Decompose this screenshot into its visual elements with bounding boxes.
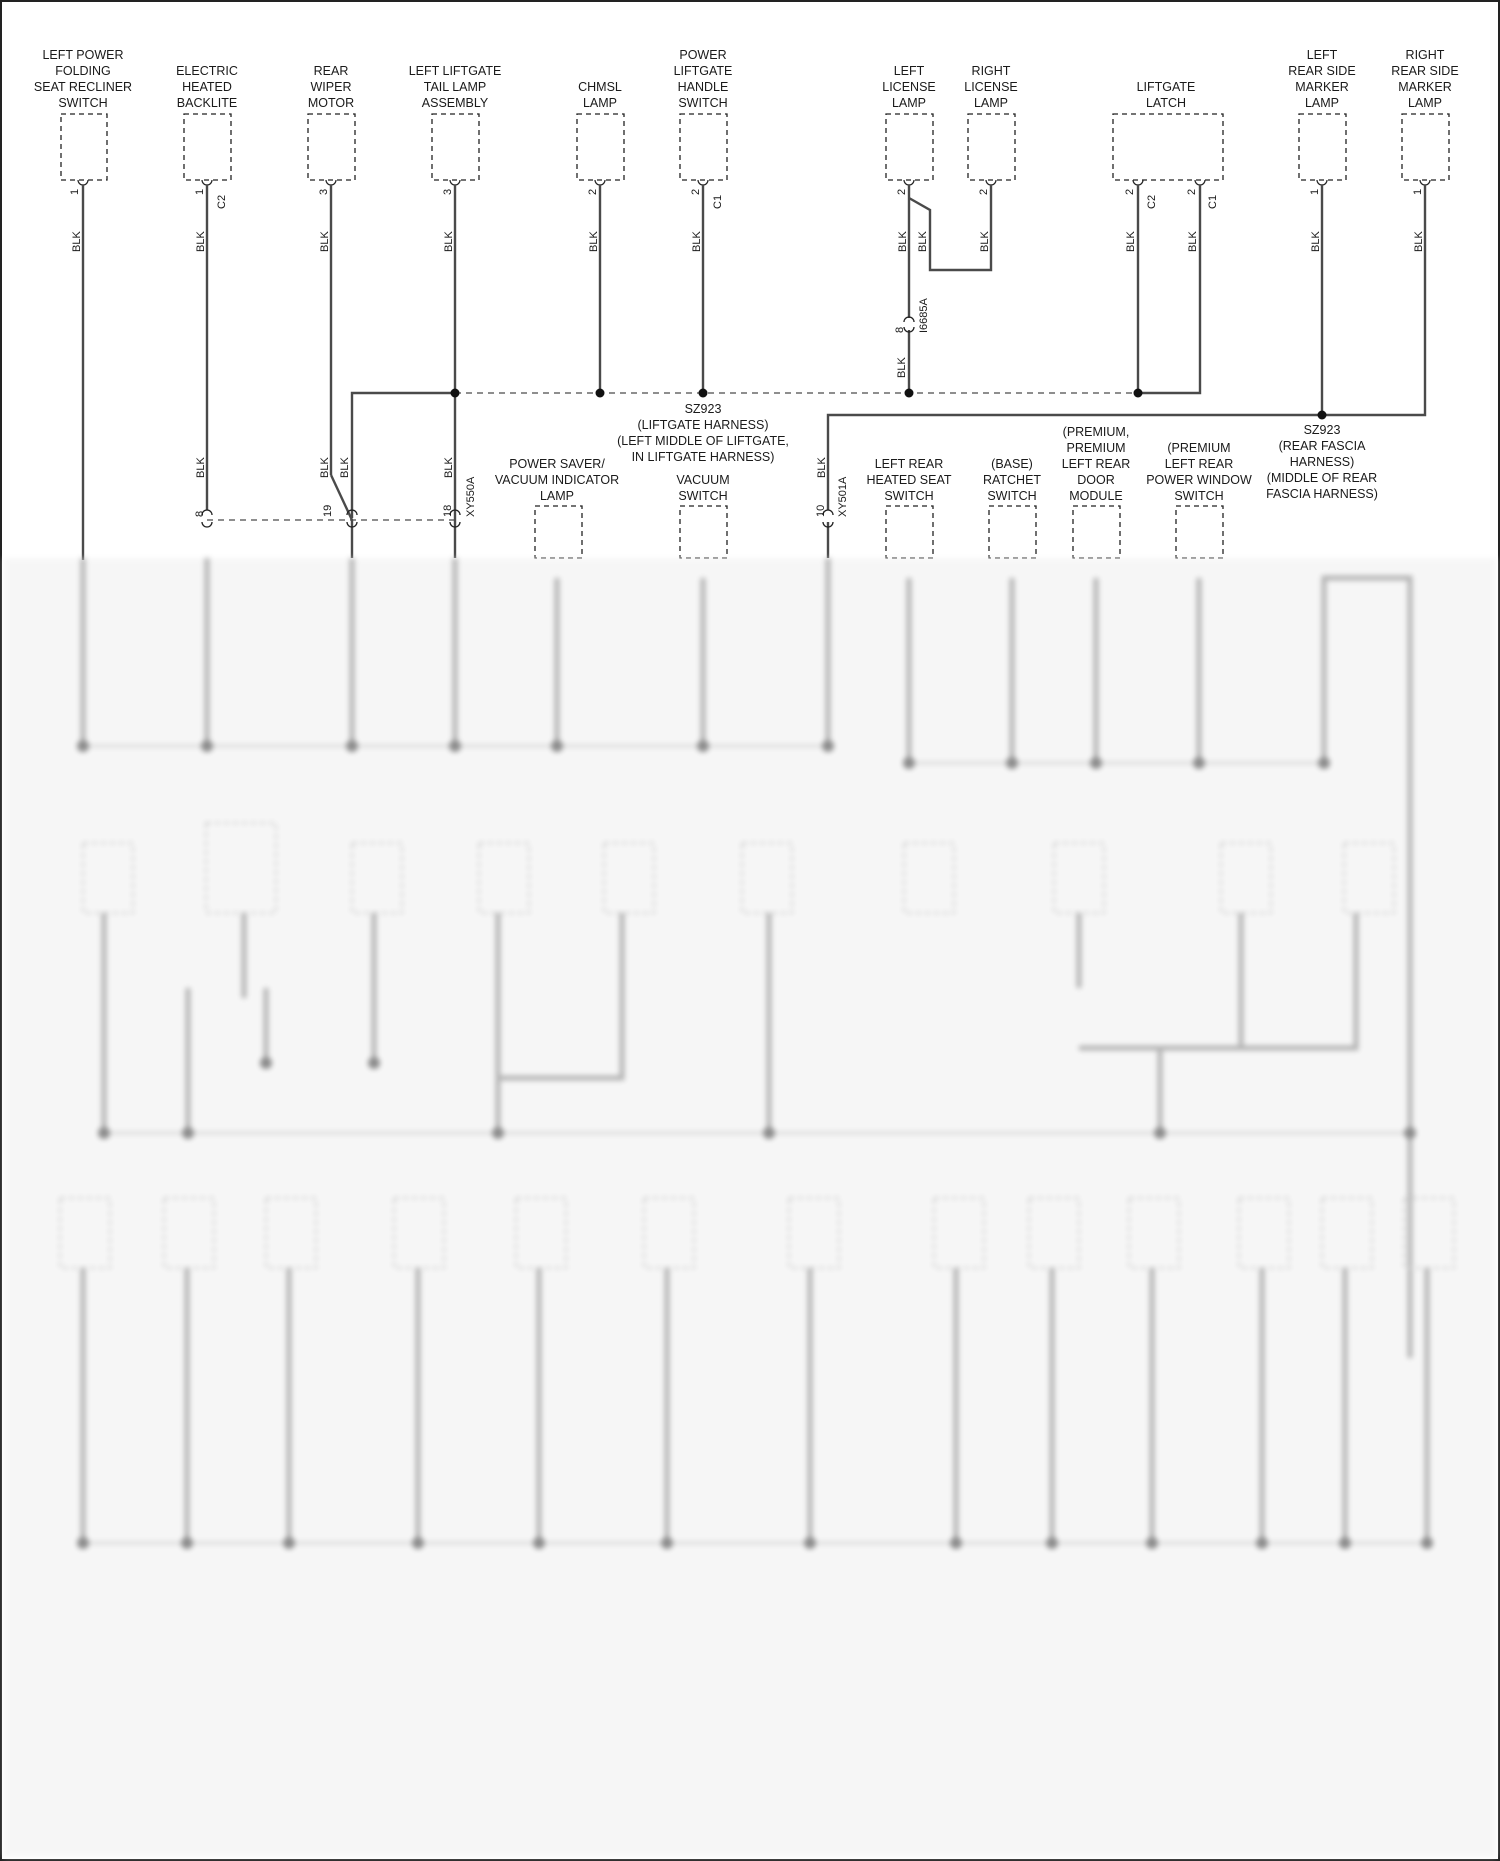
inline-connector-xy501a (815, 457, 849, 527)
component-label: LEFT POWER FOLDING SEAT RECLINER SWITCH (33, 48, 133, 110)
component-box (1113, 114, 1223, 180)
wire-color-label: BLK (319, 231, 331, 252)
svg-text:(BASE)RATCHETSWITCH: (BASE) RATCHET SWITCH (982, 457, 1042, 503)
pin-number: 2 (978, 188, 990, 195)
pin-number: 3 (318, 188, 330, 195)
wire-color-label: BLK (443, 231, 455, 252)
connector-id: C1 (1207, 194, 1219, 209)
inline-connector-i6685a (894, 297, 930, 378)
wire-color-label: BLK (1125, 231, 1137, 252)
pin-number: 1 (69, 188, 81, 195)
svg-text:POWER SAVER/VACUUM INDICATORLA: POWER SAVER/ VACUUM INDICATOR LAMP (494, 457, 620, 503)
component-box (968, 114, 1015, 180)
component-liftgate-latch (1113, 80, 1223, 252)
component-box (535, 506, 582, 558)
svg-text:BLK: BLK (339, 457, 351, 478)
component-box (1299, 114, 1346, 180)
svg-text:BLK: BLK (816, 457, 828, 478)
pin-number: 1 (194, 188, 206, 195)
svg-text:10: 10 (815, 504, 827, 517)
component-box (1073, 506, 1120, 558)
wire-color-label: BLK (1413, 231, 1425, 252)
svg-text:LEFT REARHEATED SEATSWITCH: LEFT REAR HEATED SEAT SWITCH (866, 457, 952, 503)
blurred-band-1 (77, 558, 1410, 1358)
svg-text:VACUUMSWITCH: VACUUM SWITCH (676, 473, 730, 503)
component-label: CHMSL LAMP (578, 80, 622, 110)
svg-text:BLK: BLK (443, 457, 455, 478)
splice-label-rear-fascia: SZ923 (REAR FASCIA HARNESS) (MIDDLE OF REAR FASCIA HARNESS) (1266, 423, 1378, 501)
component-left-rear-heated-seat-switch (867, 457, 952, 558)
inline-connector-8 (194, 457, 212, 527)
wire-color-label: BLK (1187, 231, 1199, 252)
wire-color-label: BLK (71, 231, 83, 252)
component-box (680, 114, 727, 180)
blurred-band-3 (60, 1198, 1454, 1549)
component-label: LEFT LICENSE LAMP (882, 64, 936, 110)
component-label: LEFT LIFTGATE TAIL LAMP ASSEMBLY (408, 64, 502, 110)
svg-text:BLK: BLK (195, 457, 207, 478)
component-power-saver-vacuum-indicator-lamp (495, 457, 619, 558)
wire-color-label: BLK (917, 231, 929, 252)
wires-top (83, 185, 1425, 560)
connector-id: C1 (712, 194, 724, 209)
svg-text:BLK: BLK (319, 457, 331, 478)
svg-text:8: 8 (894, 326, 906, 333)
blurred-band-2 (83, 823, 1416, 1139)
pin-number: 2 (1186, 188, 1198, 195)
connector-id: C2 (216, 194, 228, 209)
pin-number: 2 (896, 188, 908, 195)
component-label: POWER LIFTGATE HANDLE SWITCH (673, 48, 733, 110)
wire-color-label: BLK (979, 231, 991, 252)
component-box (680, 506, 727, 558)
component-box (184, 114, 231, 180)
splice-label-liftgate: SZ923 (LIFTGATE HARNESS) (LEFT MIDDLE OF LIFTGATE, IN LIFTGATE HARNESS) (617, 402, 789, 464)
blurred-diagram-region (4, 558, 1496, 1857)
inline-connector-xy550a (442, 457, 477, 527)
pin-number: 1 (1309, 188, 1321, 195)
component-label: LIFTGATE LATCH (1136, 80, 1196, 110)
connector-id: C2 (1146, 194, 1158, 209)
svg-text:(PREMIUM,PREMIUMLEFT REARDOORM: (PREMIUM, PREMIUM LEFT REAR DOOR MODULE (1061, 425, 1131, 503)
wire-color-label: BLK (1310, 231, 1322, 252)
svg-text:18: 18 (442, 504, 454, 517)
pin-number: 2 (690, 188, 702, 195)
svg-text:(PREMIUMLEFT REARPOWER WINDOWS: (PREMIUM LEFT REAR POWER WINDOW SWITCH (1146, 441, 1252, 503)
wire-color-label: BLK (588, 231, 600, 252)
svg-text:I6685A: I6685A (918, 298, 930, 333)
pin-number: 1 (1412, 188, 1424, 195)
component-label: LEFT REAR SIDE MARKER LAMP (1288, 48, 1356, 110)
pin-number: 2 (1124, 188, 1136, 195)
svg-text:19: 19 (322, 504, 334, 517)
svg-text:BLK: BLK (896, 357, 908, 378)
component-base-ratchet-switch (983, 457, 1041, 558)
pin-number: 2 (587, 188, 599, 195)
svg-text:XY501A: XY501A (837, 476, 849, 517)
component-label: RIGHT REAR SIDE MARKER LAMP (1391, 48, 1459, 110)
pin-number: 3 (442, 188, 454, 195)
component-box (61, 114, 107, 180)
component-premium-left-rear-power-window-switch (1146, 441, 1252, 558)
component-label: RIGHT LICENSE LAMP (964, 64, 1018, 110)
blurred-wiring (4, 558, 1496, 1857)
component-label: ELECTRIC HEATED BACKLITE (176, 64, 238, 110)
component-box (1176, 506, 1223, 558)
component-box (432, 114, 479, 180)
wire-color-label: BLK (691, 231, 703, 252)
component-box (577, 114, 624, 180)
component-box (886, 506, 933, 558)
component-premium-left-rear-door-module (1062, 425, 1131, 558)
connector-symbols (78, 180, 1430, 185)
component-label: REAR WIPER MOTOR (307, 64, 355, 110)
component-box (1402, 114, 1449, 180)
wire-color-label: BLK (195, 231, 207, 252)
wire-color-label: BLK (897, 231, 909, 252)
svg-text:XY550A: XY550A (465, 476, 477, 517)
component-vacuum-switch (676, 473, 729, 558)
component-box (886, 114, 933, 180)
svg-text:8: 8 (194, 510, 206, 517)
component-box (989, 506, 1036, 558)
component-box (308, 114, 355, 180)
